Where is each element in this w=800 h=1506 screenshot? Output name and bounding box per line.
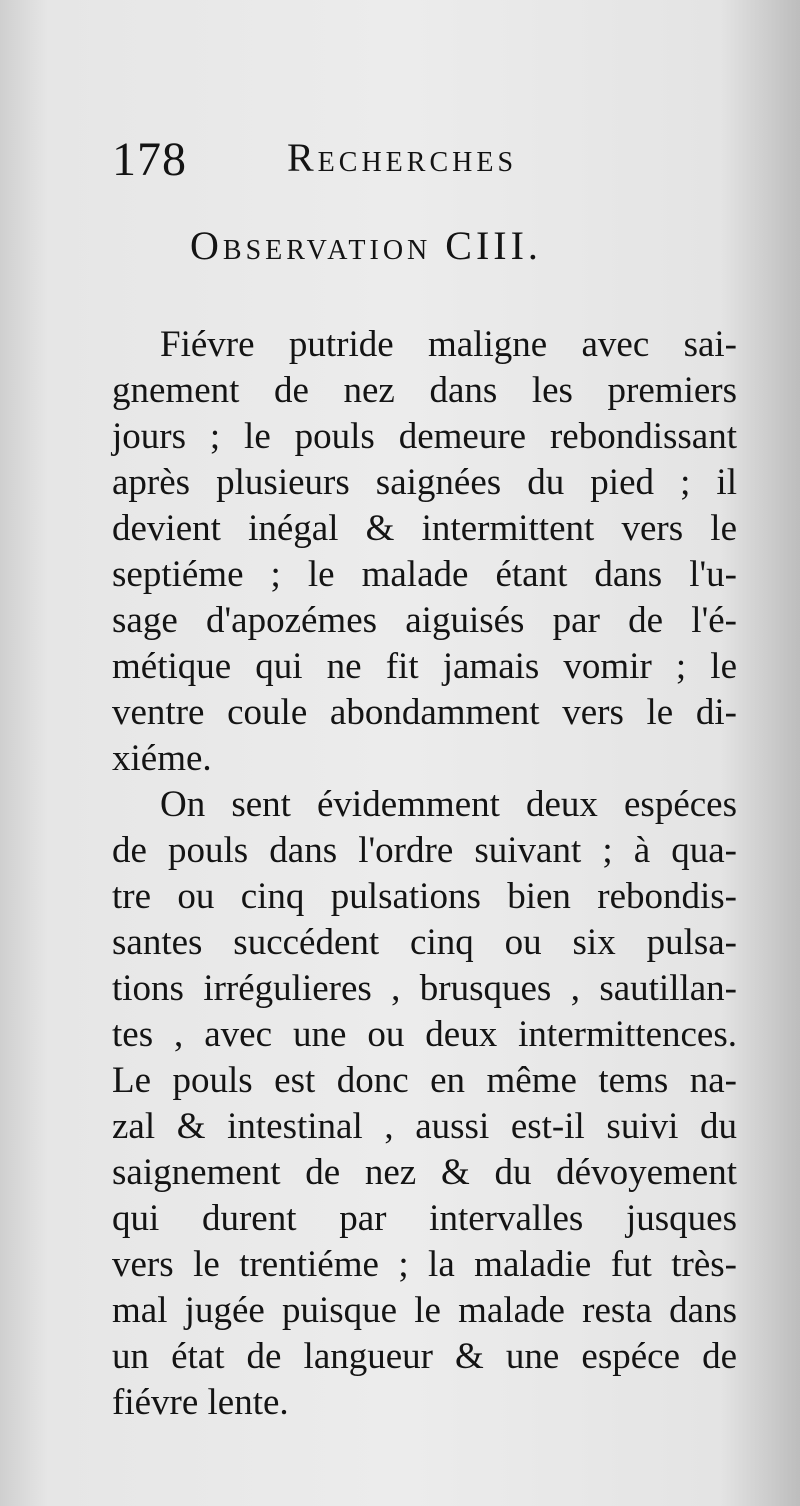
text-line: ventre coule abondamment vers le di- [112,692,737,733]
text-line: xiéme. [112,738,212,779]
text-line: sage d'apozémes aiguisés par de l'é- [112,600,737,641]
text-line: gnement de nez dans les premiers [112,370,737,411]
text-line: après plusieurs saignées du pied ; il [112,462,737,503]
paragraph-1 [112,322,737,782]
text-line: mal jugée puisque le malade resta dans [112,1290,737,1331]
text-line: On sent évidemment deux espéces [160,784,737,825]
text-line: de pouls dans l'ordre suivant ; à qua- [112,830,737,871]
running-head: Recherches [287,135,518,180]
text-line: tions irrégulieres , brusques , sautillan- [112,968,737,1009]
text-line: qui durent par intervalles jusques [112,1198,737,1239]
text-line: Fiévre putride maligne avec sai- [160,324,737,365]
paragraph-2 [112,782,737,1426]
text-line: métique qui ne fit jamais vomir ; le [112,646,737,687]
page-header [112,132,732,192]
text-line: saignement de nez & du dévoyement [112,1152,737,1193]
text-line: fiévre lente. [112,1382,289,1423]
text-line: un état de langueur & une espéce de [112,1336,737,1377]
text-line: zal & intestinal , aussi est-il suivi du [112,1106,737,1147]
text-line: Le pouls est donc en même tems na- [112,1060,737,1101]
text-line: vers le trentiéme ; la maladie fut très- [112,1244,737,1285]
text-line: septiéme ; le malade étant dans l'u- [112,554,737,595]
text-line: tes , avec une ou deux intermittences. [112,1014,737,1055]
text-line: devient inégal & intermittent vers le [112,508,737,549]
observation-title: Observation CIII. [190,223,542,268]
text-line: tre ou cinq pulsations bien rebondis- [112,876,737,917]
page-number: 178 [112,133,187,186]
text-line: jours ; le pouls demeure rebondissant [112,416,737,457]
text-line: santes succédent cinq ou six pulsa- [112,922,737,963]
